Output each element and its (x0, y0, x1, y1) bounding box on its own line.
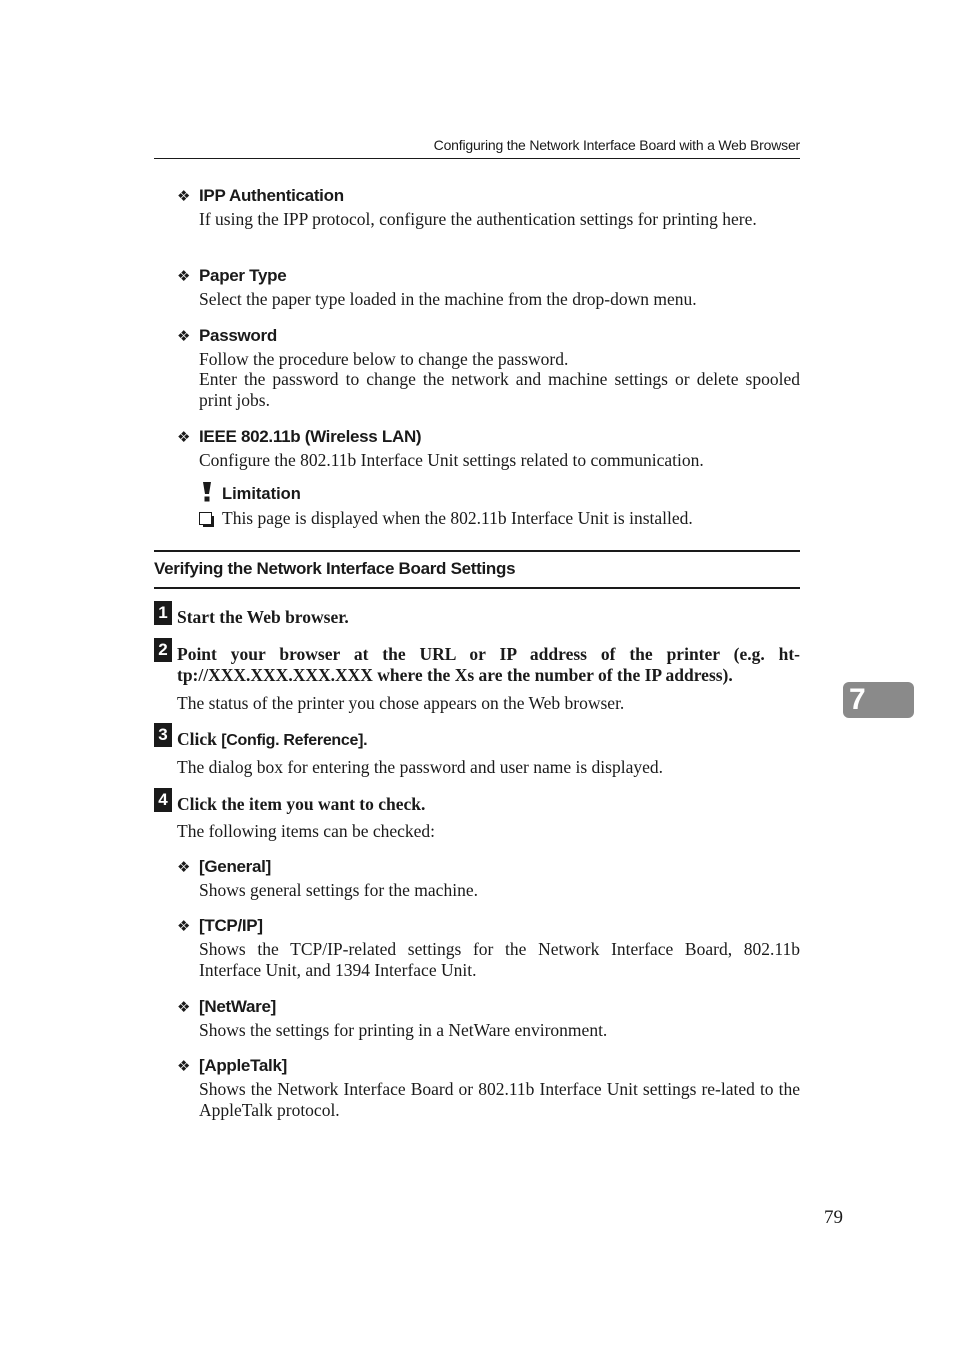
item-title: [TCP/IP] (199, 916, 263, 935)
step-instruction: Start the Web browser. (177, 607, 349, 627)
page-number: 79 (824, 1207, 843, 1228)
item-title: IPP Authentication (199, 186, 344, 205)
diamond-bullet-icon: ❖ (177, 268, 191, 285)
item-description: Follow the procedure below to change the password. (199, 349, 569, 369)
section-title: Verifying the Network Interface Board Settings (154, 559, 516, 578)
item-description: Shows the Network Interface Board or 802.11b Interface Unit settings re-lated to the AppleTalk protocol. (199, 1079, 800, 1120)
section-rule-top (154, 550, 800, 552)
item-heading-general (177, 857, 271, 877)
item-heading-paper-type (177, 266, 286, 286)
step-number-4: 4 (154, 788, 172, 812)
item-heading-password (177, 326, 277, 346)
item-description: Shows general settings for the machine. (199, 880, 478, 900)
step-note: The status of the printer you chose appears on the Web browser. (177, 693, 625, 713)
diamond-bullet-icon: ❖ (177, 429, 191, 446)
step-instruction-prefix: Click (177, 729, 222, 749)
step-instruction: Point your browser at the URL or IP address of the printer (e.g. ht-tp://XXX.XXX.XXX.XXX where the Xs are the number of the IP address). (177, 644, 800, 685)
limitation-label: Limitation (222, 485, 301, 503)
running-header: Configuring the Network Interface Board with a Web Browser (433, 137, 800, 153)
item-heading-ieee-802-11b (177, 427, 421, 447)
item-title: [General] (199, 857, 271, 876)
item-description: Configure the 802.11b Interface Unit settings related to communication. (199, 450, 704, 470)
section-rule-bottom (154, 587, 800, 589)
diamond-bullet-icon: ❖ (177, 1058, 191, 1075)
step-note: The dialog box for entering the password and user name is displayed. (177, 757, 663, 777)
diamond-bullet-icon: ❖ (177, 188, 191, 205)
item-description: Shows the TCP/IP-related settings for the Network Interface Board, 802.11b Interface Unit, and 1394 Interface Unit. (199, 939, 800, 980)
diamond-bullet-icon: ❖ (177, 918, 191, 935)
config-reference-key: [Config. Reference]. (221, 732, 368, 749)
chapter-tab: 7 (843, 682, 914, 718)
item-description: Enter the password to change the network and machine settings or delete spooled print jobs. (199, 369, 800, 410)
item-heading-netware (177, 997, 276, 1017)
diamond-bullet-icon: ❖ (177, 328, 191, 345)
item-heading-appletalk (177, 1056, 287, 1076)
diamond-bullet-icon: ❖ (177, 999, 191, 1016)
header-rule (154, 158, 800, 159)
exclamation-icon (200, 482, 214, 502)
step-note: The following items can be checked: (177, 821, 436, 841)
item-title: [AppleTalk] (199, 1056, 288, 1075)
item-title: Password (199, 326, 277, 345)
step-number-3: 3 (154, 723, 172, 747)
step-number-2: 2 (154, 638, 172, 662)
item-description: Select the paper type loaded in the machine from the drop-down menu. (199, 289, 697, 309)
step-instruction: Click the item you want to check. (177, 794, 426, 814)
item-heading-ipp-authentication (177, 186, 344, 206)
step-number-1: 1 (154, 601, 172, 625)
item-title: [NetWare] (199, 997, 276, 1016)
checkbox-bullet-icon (199, 512, 212, 525)
item-description: If using the IPP protocol, configure the authentication settings for printing here. (199, 209, 757, 229)
limitation-note: This page is displayed when the 802.11b Interface Unit is installed. (222, 508, 693, 528)
item-description: Shows the settings for printing in a NetWare environment. (199, 1020, 608, 1040)
item-title: IEEE 802.11b (Wireless LAN) (199, 427, 422, 446)
item-heading-tcp-ip (177, 916, 263, 936)
step-instruction (177, 729, 800, 751)
item-title: Paper Type (199, 266, 287, 285)
diamond-bullet-icon: ❖ (177, 859, 191, 876)
